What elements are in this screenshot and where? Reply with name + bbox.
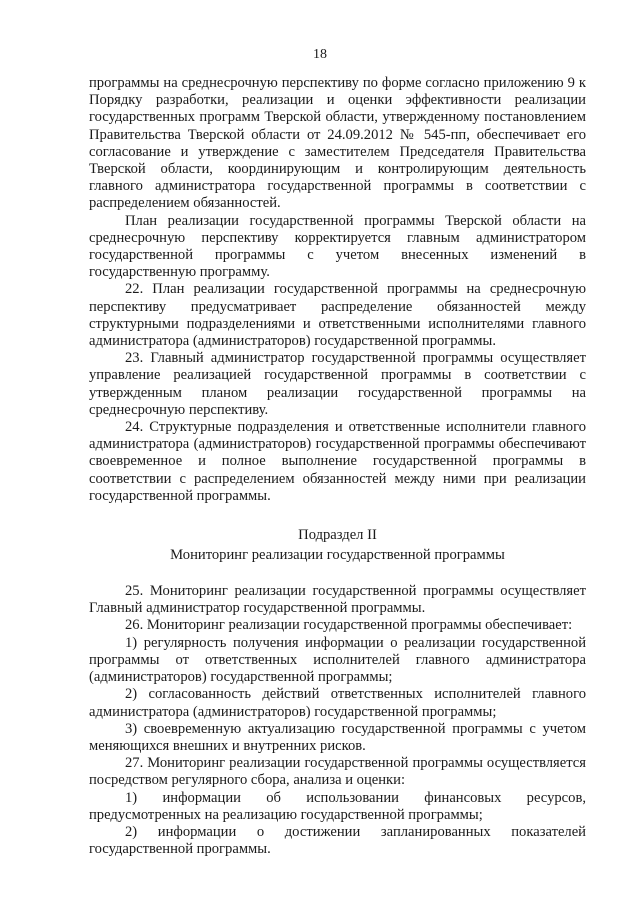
paragraph-23: 23. Главный администратор государственной программы осуществляет управление реализацией государственной программы в соответствии с утвержденным планом реализации государственной программы на среднесрочную перспективу.	[89, 350, 586, 418]
list-item-27-2: 2) информации о достижении запланированных показателей государственной программы.	[89, 823, 586, 858]
paragraph-26: 26. Мониторинг реализации государственной программы обеспечивает:	[125, 617, 573, 634]
list-item-26-1: 1) регулярность получения информации о реализации государственной программы от ответственных исполнителей главного администратора (администраторов) государственной программы;	[89, 634, 586, 686]
list-item-27-1: 1) информации об использовании финансовых ресурсов, предусмотренных на реализацию государственной программы;	[89, 789, 586, 823]
document-body	[89, 75, 586, 858]
paragraph-plan-correction: План реализации государственной программы Тверской области на среднесрочную перспективу корректируется главным администратором государственной программы с учетом внесенных изменений в государственную программу.	[89, 212, 586, 281]
paragraph-continuation: программы на среднесрочную перспективу по форме согласно приложению 9 к Порядку разработки, реализации и оценки эффективности реализации государственных программ Тверской области, утвержденному постановлением Правительства Тверской области от 24.09.2012 № 545-пп, обеспечивает его согласование и утверждение с заместителем Председателя Правительства Тверской области, координирующим и контролирующим деятельность главного администратора государственной программы в соответствии с распределением обязанностей.	[89, 75, 586, 212]
paragraph-22: 22. План реализации государственной программы на среднесрочную перспективу предусматривает распределение обязанностей между структурными подразделениями и ответственными исполнителями главного администратора (администраторов) государственной программы.	[89, 281, 586, 350]
paragraph-25: 25. Мониторинг реализации государственной программы осуществляет Главный администратор государственной программы.	[89, 583, 586, 617]
page-number: 18	[313, 47, 327, 62]
subsection-heading	[89, 525, 586, 565]
list-item-26-3: 3) своевременную актуализацию государственной программы с учетом меняющихся внешних и внутренних рисков.	[89, 720, 586, 754]
paragraph-27: 27. Мониторинг реализации государственной программы осуществляется посредством регулярного сбора, анализа и оценки:	[89, 755, 586, 789]
paragraph-24: 24. Структурные подразделения и ответственные исполнители главного администратора (администраторов) государственной программы обеспечивают своевременное и полное выполнение государственной программы в соответствии с распределением обязанностей между ними при реализации государственной программы.	[89, 419, 586, 504]
list-item-26-2: 2) согласованность действий ответственных исполнителей главного администратора (администраторов) государственной программы;	[89, 686, 586, 720]
subsection-number: Подраздел II	[298, 527, 377, 544]
subsection-title: Мониторинг реализации государственной программы	[170, 547, 505, 564]
